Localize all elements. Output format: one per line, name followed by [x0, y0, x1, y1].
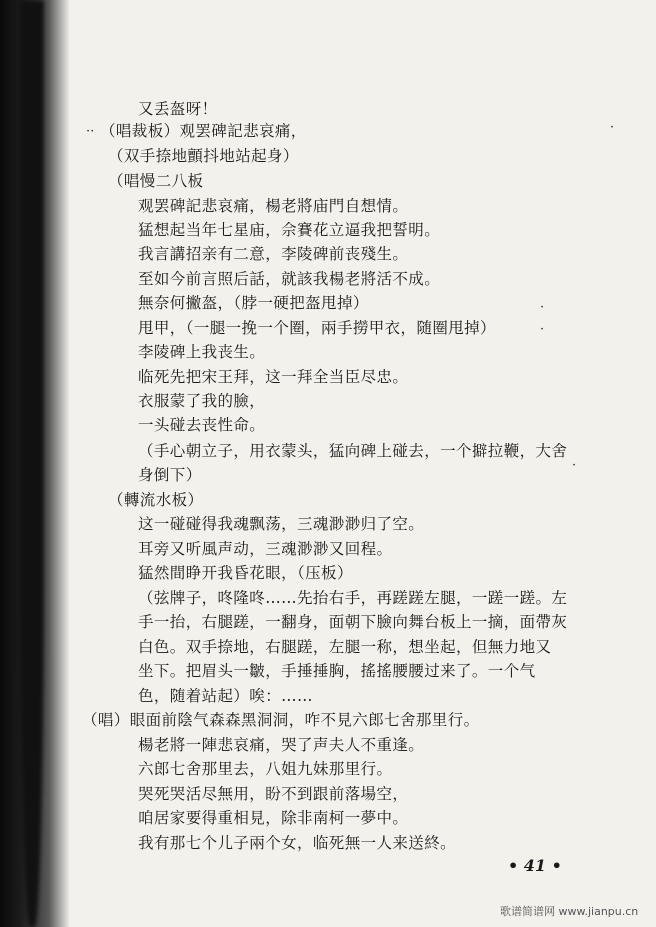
text-line-11: 李陵碑上我丧生。 — [138, 343, 266, 361]
text-line-21: （弦牌子，咚隆咚……先抬右手，再蹉蹉左腿，一蹉一蹉。左 — [138, 589, 568, 607]
margin-mark: · — [540, 300, 545, 315]
text-line-15: （手心朝立子，用衣蒙头，猛向碑上碰去，一个擗拉鞭，大舍 — [138, 442, 568, 460]
margin-mark: ·· — [86, 124, 95, 139]
text-line-16: 身倒下） — [138, 466, 202, 484]
text-line-31: 我有那七个儿子兩个女，临死無一人来送終。 — [138, 834, 457, 852]
text-line-3: （双手捺地顫抖地站起身） — [108, 147, 299, 165]
text-line-12: 临死先把宋王拜，这一拜全当臣尽忠。 — [138, 368, 409, 386]
text-line-14: 一头碰去丧性命。 — [138, 416, 266, 434]
page-number: • 41 • — [508, 856, 562, 875]
text-line-27: 楊老將一陣悲哀痛，哭了声夫人不重逢。 — [138, 736, 425, 754]
text-line-6: 猛想起当年七星庙，佘賽花立逼我把誓明。 — [138, 221, 441, 239]
text-line-18: 这一碰碰得我魂飘荡，三魂渺渺归了空。 — [138, 515, 425, 533]
text-line-29: 哭死哭活尽無用，盼不到跟前落場空， — [138, 785, 409, 803]
text-line-20: 猛然間睁开我昏花眼，（压板） — [138, 564, 353, 582]
text-line-2: （唱裁板）观罢碑記悲哀痛， — [100, 122, 307, 140]
text-line-10: 甩甲，（一腿一挽一个圈，兩手撈甲衣，随圈甩掉） — [138, 319, 496, 337]
text-line-1: 又丢盔呀！ — [138, 100, 218, 118]
text-line-23: 白色。双手捺地，右腿蹉，左腿一称，想坐起，但無力地又 — [138, 638, 552, 656]
margin-mark: · — [540, 322, 545, 337]
text-line-13: 衣服蒙了我的臉， — [138, 392, 266, 410]
text-line-28: 六郎七舍那里去，八姐九妹那里行。 — [138, 760, 393, 778]
text-line-9: 無奈何撇盔，（脖一硬把盔甩掉） — [138, 294, 369, 312]
text-line-17: （轉流水板） — [108, 491, 204, 509]
text-line-19: 耳旁又听風声动，三魂渺渺又回程。 — [138, 540, 393, 558]
book-binding-shadow — [0, 0, 70, 927]
text-line-8: 至如今前言照后話，就該我楊老將活不成。 — [138, 270, 441, 288]
text-line-24: 坐下。把眉头一皺，手捶捶胸，搖搖腰腰过来了。一个气 — [138, 662, 536, 680]
margin-mark: · — [610, 120, 615, 135]
text-line-25: 色，随着站起）唉：…… — [138, 687, 313, 705]
text-line-22: 手一抬，右腿蹉，一翻身，面朝下臉向舞台板上一摘，面帶灰 — [138, 613, 568, 631]
text-line-7: 我言講招亲有二意，李陵碑前丧殘生。 — [138, 245, 409, 263]
text-line-5: 观罢碑記悲哀痛，楊老將庙門自想情。 — [138, 197, 409, 215]
text-line-30: 咱居家要得重相見，除非南柯一夢中。 — [138, 809, 409, 827]
watermark: 歌谱简谱网 www.jianpu.cn — [500, 905, 639, 918]
text-line-4: （唱慢二八板 — [108, 172, 204, 190]
margin-mark: · — [572, 458, 577, 473]
text-line-26: （唱）眼面前陰气森森黑洞洞，咋不見六郎七舍那里行。 — [82, 711, 480, 729]
